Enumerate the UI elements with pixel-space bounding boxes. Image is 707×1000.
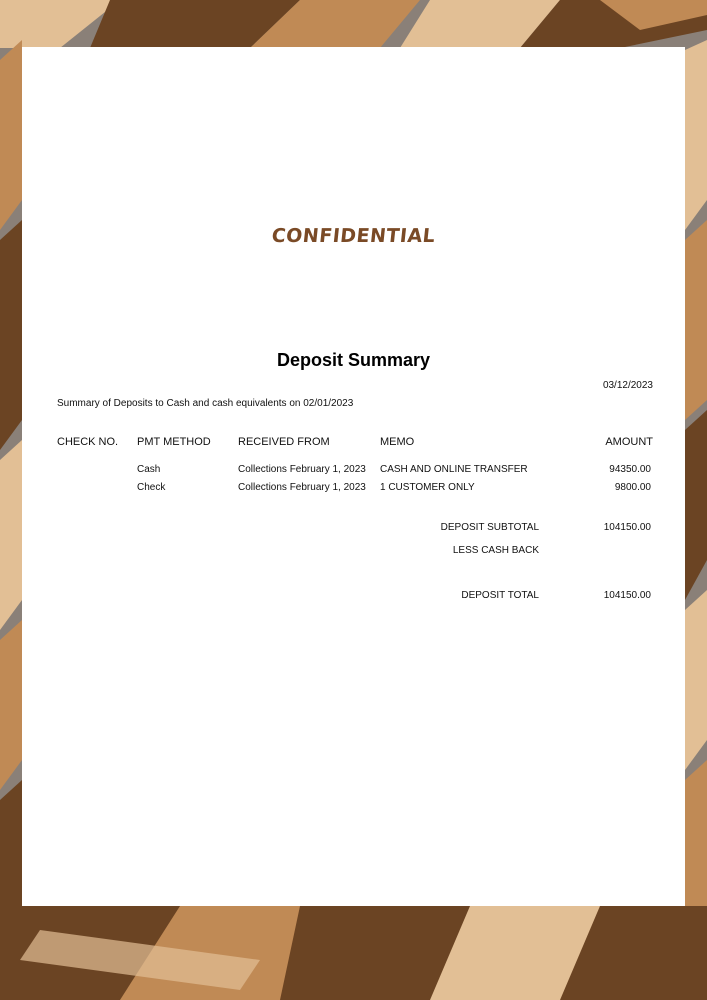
document-date: 03/12/2023 — [602, 380, 653, 391]
row-memo: 1 CUSTOMER ONLY — [380, 482, 475, 493]
header-pmt-method: PMT METHOD — [137, 436, 211, 448]
summary-line: Summary of Deposits to Cash and cash equivalents on 02/01/2023 — [57, 398, 354, 409]
confidential-label: CONFIDENTIAL — [270, 225, 437, 247]
document-page — [22, 47, 685, 906]
row-pmt-method: Cash — [137, 464, 161, 475]
row-memo: CASH AND ONLINE TRANSFER — [380, 464, 528, 475]
row-pmt-method: Check — [137, 482, 166, 493]
row-amount: 94350.00 — [609, 464, 651, 475]
deposit-total-value: 104150.00 — [603, 590, 651, 601]
header-memo: MEMO — [380, 436, 415, 448]
header-received-from: RECEIVED FROM — [238, 436, 330, 448]
row-received-from: Collections February 1, 2023 — [238, 482, 366, 493]
deposit-subtotal-value: 104150.00 — [603, 522, 651, 533]
header-amount: AMOUNT — [605, 436, 653, 448]
page-title: Deposit Summary — [276, 350, 431, 370]
row-received-from: Collections February 1, 2023 — [238, 464, 366, 475]
deposit-subtotal-label: DEPOSIT SUBTOTAL — [440, 522, 539, 533]
less-cash-back-label: LESS CASH BACK — [452, 545, 539, 556]
header-check-no: CHECK NO. — [57, 436, 119, 448]
deposit-total-label: DEPOSIT TOTAL — [461, 590, 539, 601]
row-amount: 9800.00 — [614, 482, 651, 493]
